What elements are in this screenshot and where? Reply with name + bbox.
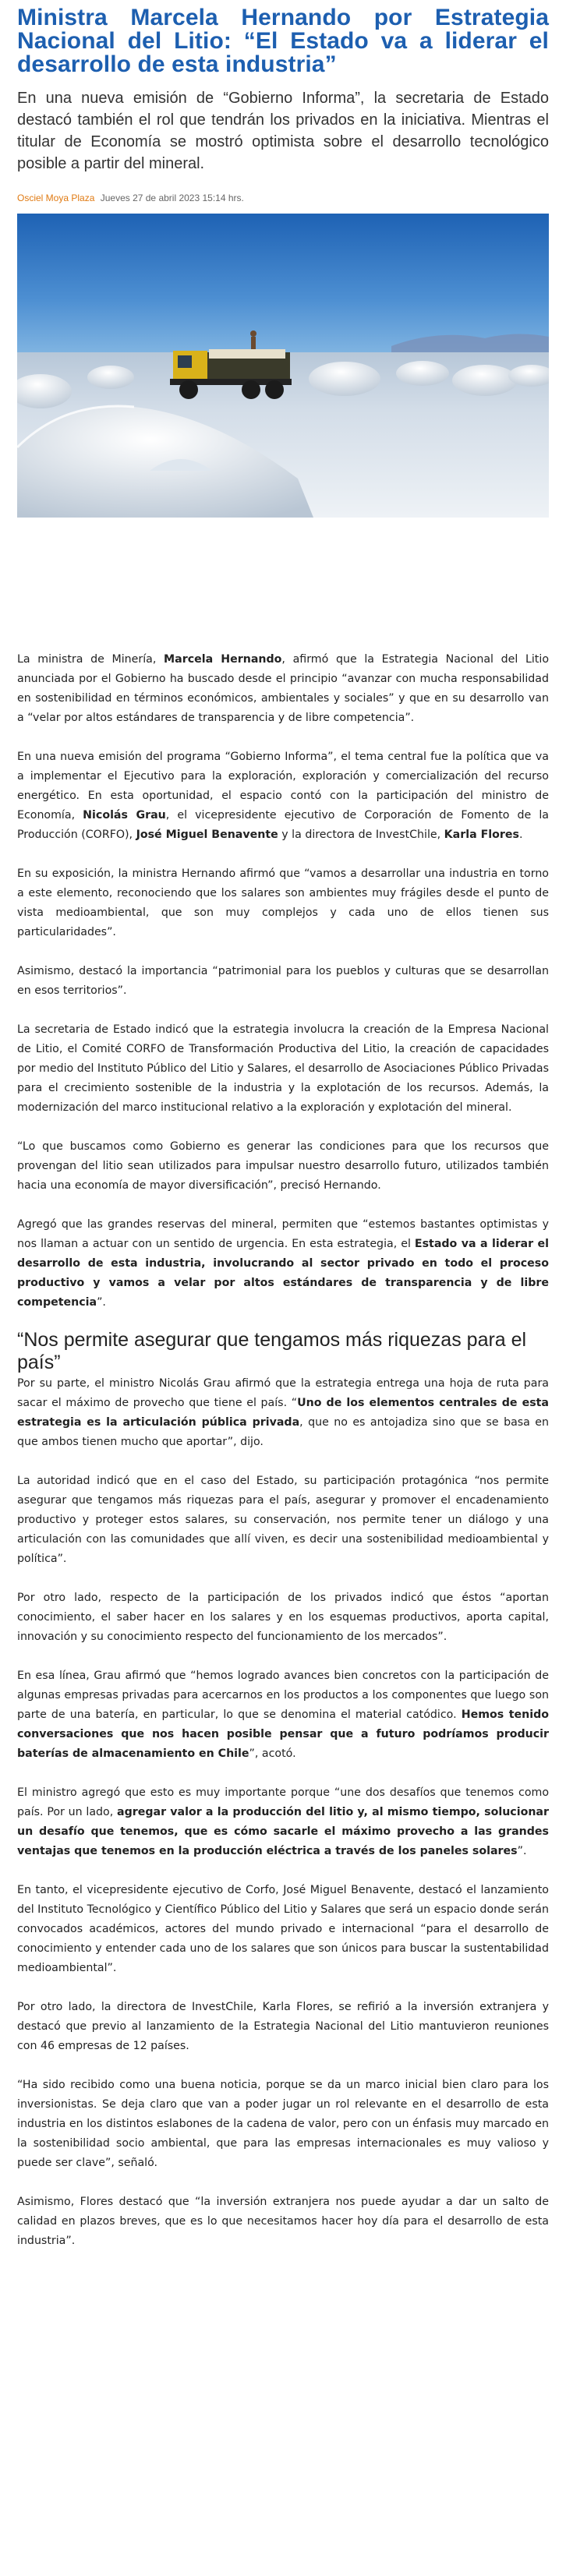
paragraph [17,1137,549,1196]
text-run: El ministro agregó que esto es muy importante porque “une dos desafíos que tenemos como país. Por un lado, [17,1786,549,1818]
text-run: En su exposición, la ministra Hernando afirmó que “vamos a desarrollar una industria en torno a este elemento, reconociendo que los salares son ambientes muy frágiles desde el punto de vista medioambiental, que son muy complejos y cada uno de ellos tienen sus particularidades”. [17,868,549,938]
text-run: ”. [97,1296,106,1309]
subheading: “Nos permite asegurar que tengamos más riquezas para el país” [17,1329,527,1373]
article-meta [17,192,549,204]
paragraph [17,2193,549,2251]
text-run: La ministra de Minería, [17,653,164,666]
paragraph [17,962,549,1001]
text-run: , el vicepresidente ejecutivo de Corporación de Fomento de la Producción (CORFO), [17,809,549,841]
body-section-1 [17,650,549,1313]
spacer [17,518,549,650]
text-run: Por su parte, el ministro Nicolás Grau afirmó que la estrategia entrega una hoja de ruta para sacar el máximo de provecho que tiene el país. “ [17,1377,549,1409]
body-section-2 [17,1374,549,2251]
bold-text: José Miguel Benavente [136,829,278,841]
paragraph [17,747,549,845]
hero-image-salt-flat [17,214,549,518]
paragraph [17,1215,549,1313]
paragraph [17,1588,549,1647]
paragraph [17,1666,549,1764]
text-run: La autoridad indicó que en el caso del Estado, su participación protagónica “nos permite asegurar que tengamos más riquezas para el país, asegurar y promover el encadenamiento productivo y proteger estos salares, su conservación, nos permite tener un diálogo y una articulación con las comunidades que allí viven, es decir una sostenibilidad medioambiental y política”. [17,1475,549,1565]
text-run: . [518,829,523,841]
text-run: En una nueva emisión del programa “Gobierno Informa”, el tema central fue la política que va a implementar el Ejecutivo para la exploración, exploración y comercialización del recurso energético. En esta oportunidad, el espacio contó con la participación del ministro de Economía, [17,751,549,822]
text-run: En tanto, el vicepresidente ejecutivo de Corfo, José Miguel Benavente, destacó el lanzamiento del Instituto Tecnológico y Científico Público del Litio y Salares que será un espacio donde serán convocados académicos, actores del mundo privado e internacional “para el desarrollo de conocimiento y entender cada uno de los salares que son únicos para buscar la sustentabilidad medioambiental”. [17,1884,549,1974]
paragraph [17,1881,549,1978]
article-title: Ministra Marcela Hernando por Estrategia Nacional del Litio: “El Estado va a liderar el desarrollo de esta industria” [17,5,549,77]
paragraph [17,1020,549,1118]
paragraph [17,864,549,942]
bold-text: Uno de los elementos centrales de esta estrategia es la articulación pública privada [17,1397,549,1429]
paragraph [17,1783,549,1861]
text-run: Asimismo, destacó la importancia “patrimonial para los pueblos y culturas que se desarrollan en esos territorios”. [17,965,549,997]
bold-text: agregar valor a la producción del litio y, al mismo tiempo, solucionar un desafío que tenemos, que es cómo sacarle el máximo provecho a las grandes ventajas que tenemos en la producción eléctrica a través de los paneles solares [17,1806,549,1857]
paragraph [17,650,549,728]
text-run: En esa línea, Grau afirmó que “hemos logrado avances bien concretos con la participación de algunas empresas privadas para acercarnos en los productos a los componentes que luego son parte de una batería, en particular, lo que se denomina el material catódico. [17,1670,549,1721]
bold-text: Estado va a liderar el desarrollo de esta industria, involucrando al sector privado en todo el proceso productivo y vamos a velar por altos estándares de transparencia y de libre competencia [17,1238,549,1309]
paragraph [17,2076,549,2173]
text-run: , afirmó que la Estrategia Nacional del Litio anunciada por el Gobierno ha buscado desde el principio “avanzar con mucha responsabilidad en sostenibilidad en términos económicos, ambientales y sociales” y que en su desarrollo van a “velar por altos estándares de transparencia y de libre competencia”. [17,653,549,724]
paragraph [17,1472,549,1569]
author-link[interactable]: Osciel Moya Plaza [17,193,95,203]
text-run: Asimismo, Flores destacó que “la inversión extranjera nos puede ayudar a dar un salto de calidad en plazos breves, que es lo que necesitamos hacer hoy día para el desarrollo de esta industria”. [17,2196,549,2247]
bold-text: Nicolás Grau [83,809,166,822]
article-body [17,650,549,2251]
paragraph [17,1374,549,1452]
text-run: Por otro lado, la directora de InvestChile, Karla Flores, se refirió a la inversión extranjera y destacó que previo al lanzamiento de la Estrategia Nacional del Litio mantuvieron reuniones con 46 empresas de 12 países. [17,2001,549,2052]
bold-text: Marcela Hernando [164,653,282,666]
text-run: ”, acotó. [249,1747,296,1760]
text-run: , que no es antojadiza sino que se basa en que ambos tienen mucho que aportar”, dijo. [17,1416,549,1448]
text-run: “Ha sido recibido como una buena noticia, porque se da un marco inicial bien claro para los inversionistas. Se deja claro que van a poder jugar un rol relevante en el desarrollo de esta industria en los distintos eslabones de la cadena de valor, pero con un énfasis muy marcado en la sostenibilidad socio ambiental, que para las empresas internacionales es muy valioso y puede ser clave”, señaló. [17,2079,549,2169]
text-run: Por otro lado, respecto de la participación de los privados indicó que éstos “aportan conocimiento, el saber hacer en los salares y en los esquemas productivos, aporta capital, innovación y su conocimiento respecto del funcionamiento de los mercados”. [17,1592,549,1643]
publish-date: Jueves 27 de abril 2023 15:14 hrs. [100,193,244,203]
paragraph [17,1998,549,2056]
text-run: Agregó que las grandes reservas del mineral, permiten que “estemos bastantes optimistas y nos llaman a actuar con un sentido de urgencia. En esta estrategia, el [17,1218,549,1250]
bold-text: Karla Flores [444,829,519,841]
text-run: “Lo que buscamos como Gobierno es generar las condiciones para que los recursos que provengan del litio sean utilizados para impulsar nuestro desarrollo futuro, utilizados también hacia una economía de mayor diversificación”, precisó Hernando. [17,1140,549,1192]
text-run: ”. [517,1845,527,1857]
text-run: y la directora de InvestChile, [278,829,444,841]
text-run: La secretaria de Estado indicó que la estrategia involucra la creación de la Empresa Nacional de Litio, el Comité CORFO de Transformación Productiva del Litio, la creación de capacidades por medio del Instituto Público del Litio y Salares, el desarrollo de Asociaciones Público Privadas para el crecimiento sostenible de la industria y la explotación de los recursos. Además, la modernización del marco institucional relativo a la exploración y explotación del mineral. [17,1023,549,1114]
bold-text: Hemos tenido conversaciones que nos hacen posible pensar que a futuro podríamos producir baterías de almacenamiento en Chile [17,1708,549,1760]
article-lead: En una nueva emisión de “Gobierno Informa”, la secretaria de Estado destacó también el rol que tendrán los privados en la iniciativa. Mientras el titular de Economía se mostró optimista sobre el desarrollo tecnológico posible a partir del mineral. [17,90,549,172]
